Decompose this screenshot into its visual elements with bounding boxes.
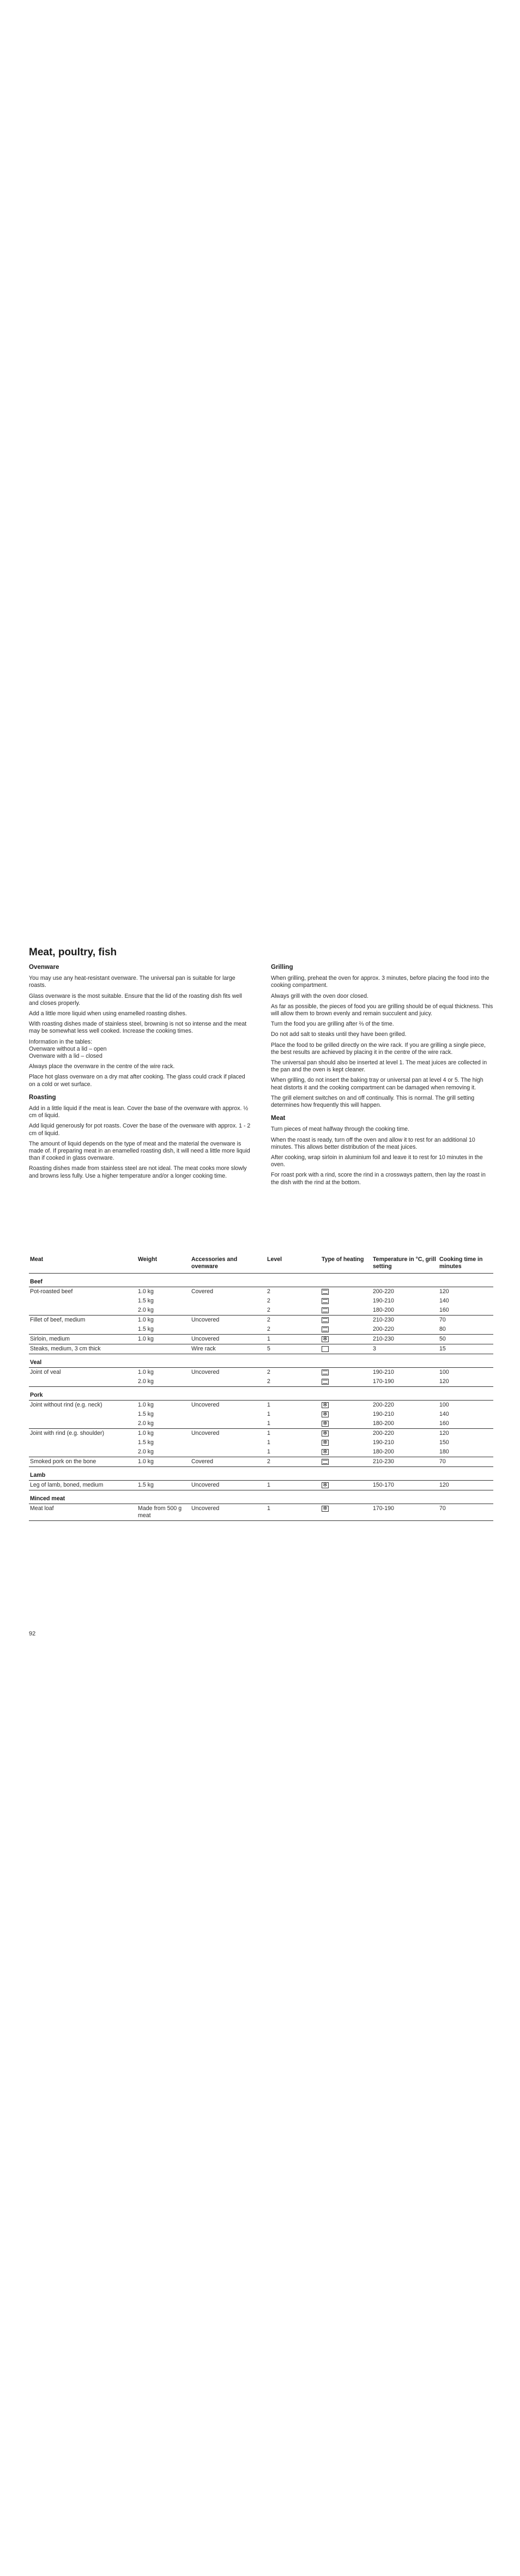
- table-row: [29, 1481, 493, 1490]
- cell-heating: [321, 1447, 372, 1457]
- cell-temperature: 170-190: [372, 1504, 438, 1521]
- cell-level: 2: [267, 1369, 270, 1375]
- cell-meat: Joint of veal: [30, 1369, 61, 1375]
- cell-weight: 2.0 kg: [137, 1419, 190, 1429]
- cell-time: 70: [439, 1317, 446, 1323]
- cell-time: 100: [439, 1369, 449, 1375]
- cell-time: 150: [439, 1439, 449, 1446]
- cell-level: 1: [266, 1419, 321, 1429]
- meat-paragraph: For roast pork with a rind, score the rind in a crossways pattern, then lay the roast in the dish with the rind at the bottom.: [271, 1172, 486, 1186]
- cell-weight: 1.0 kg: [138, 1317, 154, 1323]
- cell-time: 120: [439, 1288, 449, 1295]
- cell-time: 100: [439, 1402, 449, 1408]
- cell-weight: 1.5 kg: [138, 1439, 154, 1446]
- cell-temperature: 190-210: [373, 1411, 394, 1417]
- cell-accessories: Uncovered: [190, 1481, 266, 1490]
- cell-meat: [29, 1306, 137, 1316]
- grilling-paragraph: Do not add salt to steaks until they have been grilled.: [271, 1031, 407, 1038]
- cell-level: 1: [267, 1439, 270, 1446]
- cell-accessories: [190, 1296, 266, 1306]
- cell-temperature: 190-210: [373, 1298, 394, 1304]
- cell-accessories: Uncovered: [191, 1369, 220, 1375]
- cell-accessories: [190, 1438, 266, 1447]
- cell-level: 5: [266, 1344, 321, 1354]
- cell-weight: 2.0 kg: [137, 1377, 190, 1387]
- header-weight: Weight: [137, 1256, 190, 1274]
- cell-meat: Pot-roasted beef: [30, 1288, 73, 1295]
- cell-weight: 2.0 kg: [137, 1447, 190, 1457]
- cell-time: 140: [439, 1298, 449, 1304]
- hot-air-heating-icon: [322, 1506, 329, 1512]
- table-row: [29, 1287, 493, 1297]
- cell-level: 2: [266, 1306, 321, 1316]
- table-row: [29, 1377, 493, 1387]
- cell-heating: [321, 1401, 372, 1410]
- category-row: [29, 1467, 493, 1481]
- cell-temperature: 200-220: [373, 1288, 394, 1295]
- cell-level: 2: [267, 1298, 270, 1304]
- grilling-paragraph: The grill element switches on and off continually. This is normal. The grill setting determines how frequently this will happen.: [271, 1094, 475, 1109]
- cell-time: 120: [438, 1377, 493, 1387]
- grill-heating-icon: [322, 1346, 329, 1352]
- category-label: Beef: [29, 1274, 493, 1287]
- category-label: Lamb: [29, 1467, 493, 1481]
- cell-meat: [29, 1410, 137, 1419]
- cell-accessories: Uncovered: [191, 1317, 220, 1323]
- cell-accessories: Covered: [191, 1288, 214, 1295]
- cell-weight: 1.0 kg: [137, 1457, 190, 1467]
- top-bottom-heating-icon: [322, 1298, 329, 1304]
- cell-meat: Joint without rind (e.g. neck): [30, 1402, 102, 1408]
- cell-meat: Smoked pork on the bone: [29, 1457, 137, 1467]
- cell-accessories: Uncovered: [190, 1335, 266, 1344]
- hot-air-heating-icon: [322, 1431, 329, 1437]
- cell-time: 160: [438, 1419, 493, 1429]
- cell-meat: [29, 1296, 137, 1306]
- cell-level: 1: [266, 1481, 321, 1490]
- cell-level: 1: [266, 1447, 321, 1457]
- cell-weight: 1.0 kg: [138, 1288, 154, 1295]
- cell-temperature: 200-220: [372, 1325, 438, 1335]
- cell-weight: 1.0 kg: [138, 1369, 154, 1375]
- roasting-paragraph: Add in a little liquid if the meat is lean. Cover the base of the ovenware with approx. ½ cm of liquid.: [29, 1105, 249, 1119]
- table-row: [29, 1504, 493, 1521]
- meat-paragraph: After cooking, wrap sirloin in aluminium foil and leave it to rest for 10 minutes in the oven.: [271, 1154, 483, 1168]
- table-header-row: [29, 1256, 493, 1274]
- cell-level: 2: [266, 1377, 321, 1387]
- hot-air-heating-icon: [322, 1482, 329, 1488]
- table-row: [29, 1368, 493, 1378]
- grilling-paragraph: When grilling, do not insert the baking tray or universal pan at level 4 or 5. The high heat distorts it and the cooking compartment can be damaged when removing it.: [271, 1077, 483, 1091]
- cell-level: 2: [266, 1457, 321, 1467]
- ovenware-paragraph: Always place the ovenware in the centre of the wire rack.: [29, 1063, 175, 1070]
- table-row: [29, 1306, 493, 1316]
- cell-meat: Joint with rind (e.g. shoulder): [30, 1430, 105, 1437]
- cell-heating: [321, 1377, 372, 1387]
- cell-heating: [321, 1504, 372, 1521]
- cell-heating: [321, 1335, 372, 1344]
- table-row: [29, 1344, 493, 1354]
- cell-time: 50: [438, 1335, 493, 1344]
- cell-weight: 1.0 kg: [137, 1335, 190, 1344]
- grilling-text: [271, 975, 493, 1109]
- table-row: [29, 1316, 493, 1325]
- category-row: [29, 1387, 493, 1401]
- cell-level: 2: [267, 1317, 270, 1323]
- cell-time: 15: [438, 1344, 493, 1354]
- cell-meat: Fillet of beef, medium: [30, 1317, 86, 1323]
- ovenware-heading: Ovenware: [29, 963, 59, 971]
- hot-air-heating-icon: [322, 1421, 329, 1427]
- cell-level: 1: [267, 1411, 270, 1417]
- header-meat: Meat: [29, 1256, 137, 1274]
- cell-heating: [321, 1429, 372, 1439]
- meat-paragraph: Turn pieces of meat halfway through the cooking time.: [271, 1126, 409, 1133]
- page-number: 92: [29, 1631, 36, 1637]
- cell-heating: [321, 1410, 372, 1419]
- cell-meat: [29, 1447, 137, 1457]
- top-bottom-heating-icon: [322, 1326, 329, 1332]
- cell-accessories: [190, 1447, 266, 1457]
- cell-weight: 2.0 kg: [137, 1306, 190, 1316]
- cell-accessories: [190, 1377, 266, 1387]
- category-row: [29, 1274, 493, 1287]
- cell-temperature: 180-200: [372, 1306, 438, 1316]
- cell-level: 2: [267, 1288, 270, 1295]
- cell-meat: [29, 1325, 137, 1335]
- cell-heating: [321, 1306, 372, 1316]
- category-row: [29, 1490, 493, 1504]
- table-row: [29, 1401, 493, 1410]
- cell-level: 1: [267, 1430, 270, 1437]
- cell-time: 120: [438, 1481, 493, 1490]
- cell-heating: [321, 1344, 372, 1354]
- cell-accessories: Uncovered: [191, 1402, 220, 1408]
- table-row: [29, 1335, 493, 1344]
- hot-air-heating-icon: [322, 1336, 329, 1342]
- grilling-paragraph: The universal pan should also be inserted at level 1. The meat juices are collected in the pan and the oven is kept cleaner.: [271, 1059, 487, 1074]
- table-row: [29, 1325, 493, 1335]
- category-label: Pork: [29, 1387, 493, 1401]
- cell-weight: 1.0 kg: [138, 1402, 154, 1408]
- cell-heating: [321, 1296, 372, 1306]
- cell-level: 2: [266, 1325, 321, 1335]
- hot-air-heating-icon: [322, 1449, 329, 1455]
- cell-meat: Steaks, medium, 3 cm thick: [29, 1344, 137, 1354]
- cell-temperature: 200-220: [373, 1402, 394, 1408]
- top-bottom-heating-icon: [322, 1379, 329, 1385]
- cell-time: 140: [439, 1411, 449, 1417]
- roasting-paragraph: Roasting dishes made from stainless steel are not ideal. The meat cooks more slowly and browns less fully. Use a higher temperature and/or a longer cooking time.: [29, 1165, 247, 1179]
- cell-temperature: 190-210: [373, 1439, 394, 1446]
- top-bottom-heating-icon: [322, 1307, 329, 1313]
- cooking-table-wrapper: [29, 1256, 493, 1521]
- table-row: [29, 1419, 493, 1429]
- cell-level: 1: [267, 1402, 270, 1408]
- ovenware-paragraph: Information in the tables: Ovenware without a lid – open Ovenware with a lid – closed: [29, 1038, 107, 1060]
- grilling-paragraph: When grilling, preheat the oven for approx. 3 minutes, before placing the food into the cooking compartment.: [271, 975, 489, 989]
- ovenware-paragraph: Glass ovenware is the most suitable. Ensure that the lid of the roasting dish fits well and closes properly.: [29, 992, 242, 1007]
- cell-temperature: 190-210: [373, 1369, 394, 1375]
- category-label: Veal: [29, 1354, 493, 1368]
- roasting-paragraph: Add liquid generously for pot roasts. Cover the base of the ovenware with approx. 1 - 2 cm of liquid.: [29, 1123, 251, 1137]
- cell-weight: 1.5 kg: [138, 1298, 154, 1304]
- cell-meat: Meat loaf: [29, 1504, 137, 1521]
- grilling-paragraph: Turn the food you are grilling after ⅔ of the time.: [271, 1021, 394, 1028]
- cell-heating: [321, 1438, 372, 1447]
- cell-accessories: Uncovered: [190, 1504, 266, 1521]
- cell-time: 70: [438, 1504, 493, 1521]
- table-row: [29, 1410, 493, 1419]
- cell-temperature: 3: [372, 1344, 438, 1354]
- cell-weight: Made from 500 g meat: [137, 1504, 190, 1521]
- cell-weight: 1.0 kg: [138, 1430, 154, 1437]
- cell-temperature: 180-200: [372, 1447, 438, 1457]
- cell-time: 80: [438, 1325, 493, 1335]
- roasting-heading: Roasting: [29, 1093, 56, 1101]
- cell-meat: Leg of lamb, boned, medium: [29, 1481, 137, 1490]
- cell-time: 70: [438, 1457, 493, 1467]
- cell-time: 160: [438, 1306, 493, 1316]
- grilling-heading: Grilling: [271, 963, 293, 971]
- roasting-text: [29, 1105, 252, 1180]
- cell-weight: 1.5 kg: [137, 1481, 190, 1490]
- cell-heating: [321, 1419, 372, 1429]
- cell-temperature: 200-220: [373, 1430, 394, 1437]
- cell-weight: 1.5 kg: [137, 1325, 190, 1335]
- cell-heating: [321, 1368, 372, 1378]
- cell-meat: Sirloin, medium: [29, 1335, 137, 1344]
- cell-accessories: [190, 1306, 266, 1316]
- header-accessories: Accessories and ovenware: [190, 1256, 266, 1274]
- right-column: [271, 963, 493, 1190]
- table-row: [29, 1438, 493, 1447]
- cell-temperature: 180-200: [372, 1419, 438, 1429]
- cell-heating: [321, 1457, 372, 1467]
- roasting-paragraph: The amount of liquid depends on the type of meat and the material the ovenware is made of. If preparing meat in an enamelled roasting dish, it will need a little more liquid than if cooked in glass ovenware.: [29, 1140, 250, 1162]
- grilling-paragraph: As far as possible, the pieces of food you are grilling should be of equal thickness. This will allow them to brown evenly and remain succulent and juicy.: [271, 1003, 493, 1017]
- ovenware-text: [29, 975, 252, 1088]
- meat-paragraph: When the roast is ready, turn off the oven and allow it to rest for an additional 10 minutes. This allows better distribution of the meat juices.: [271, 1136, 475, 1150]
- category-label: Minced meat: [29, 1490, 493, 1504]
- cell-heating: [321, 1481, 372, 1490]
- grilling-paragraph: Place the food to be grilled directly on the wire rack. If you are grilling a single piece, the best results are achieved by placing it in the centre of the wire rack.: [271, 1041, 486, 1056]
- hot-air-heating-icon: [322, 1440, 329, 1446]
- cell-temperature: 210-230: [372, 1335, 438, 1344]
- category-row: [29, 1354, 493, 1368]
- table-body: [29, 1274, 493, 1521]
- table-row: [29, 1457, 493, 1467]
- cell-heating: [321, 1287, 372, 1297]
- meat-text: [271, 1126, 493, 1186]
- ovenware-paragraph: Add a little more liquid when using enamelled roasting dishes.: [29, 1010, 187, 1017]
- table-row: [29, 1429, 493, 1439]
- top-bottom-heating-icon: [322, 1459, 329, 1465]
- cell-level: 1: [266, 1504, 321, 1521]
- cell-temperature: 210-230: [372, 1457, 438, 1467]
- cell-time: 180: [438, 1447, 493, 1457]
- ovenware-paragraph: With roasting dishes made of stainless steel, browning is not so intense and the meat may be somewhat less well cooked. Increase the cooking times.: [29, 1021, 247, 1035]
- hot-air-heating-icon: [322, 1411, 329, 1417]
- cell-temperature: 210-230: [373, 1317, 394, 1323]
- table-row: [29, 1296, 493, 1306]
- hot-air-heating-icon: [322, 1402, 329, 1408]
- ovenware-paragraph: Place hot glass ovenware on a dry mat after cooking. The glass could crack if placed on a cold or wet surface.: [29, 1074, 245, 1088]
- cell-meat: [29, 1438, 137, 1447]
- left-column: [29, 963, 252, 1183]
- cell-temperature: 170-190: [372, 1377, 438, 1387]
- cell-meat: [29, 1377, 137, 1387]
- header-level: Level: [266, 1256, 321, 1274]
- top-bottom-heating-icon: [322, 1289, 329, 1295]
- cell-time: 120: [439, 1430, 449, 1437]
- meat-heading: Meat: [271, 1114, 286, 1122]
- page-title: Meat, poultry, fish: [29, 947, 117, 958]
- table-row: [29, 1447, 493, 1457]
- cell-accessories: [190, 1410, 266, 1419]
- grilling-paragraph: Always grill with the oven door closed.: [271, 992, 369, 999]
- cell-accessories: Wire rack: [190, 1344, 266, 1354]
- header-temperature: Temperature in °C, grill setting: [372, 1256, 438, 1274]
- cell-heating: [321, 1316, 372, 1325]
- header-heating: Type of heating: [321, 1256, 372, 1274]
- cell-temperature: 150-170: [372, 1481, 438, 1490]
- top-bottom-heating-icon: [322, 1369, 329, 1375]
- cell-level: 1: [266, 1335, 321, 1344]
- cell-meat: [29, 1419, 137, 1429]
- cell-accessories: [190, 1325, 266, 1335]
- top-bottom-heating-icon: [322, 1317, 329, 1323]
- cell-heating: [321, 1325, 372, 1335]
- ovenware-paragraph: You may use any heat-resistant ovenware. The universal pan is suitable for large roasts.: [29, 975, 235, 989]
- cell-accessories: Uncovered: [191, 1430, 220, 1437]
- header-time: Cooking time in minutes: [438, 1256, 493, 1274]
- cooking-table: [29, 1256, 493, 1521]
- cell-accessories: Covered: [190, 1457, 266, 1467]
- cell-weight: 1.5 kg: [138, 1411, 154, 1417]
- cell-accessories: [190, 1419, 266, 1429]
- cell-weight: [137, 1344, 190, 1354]
